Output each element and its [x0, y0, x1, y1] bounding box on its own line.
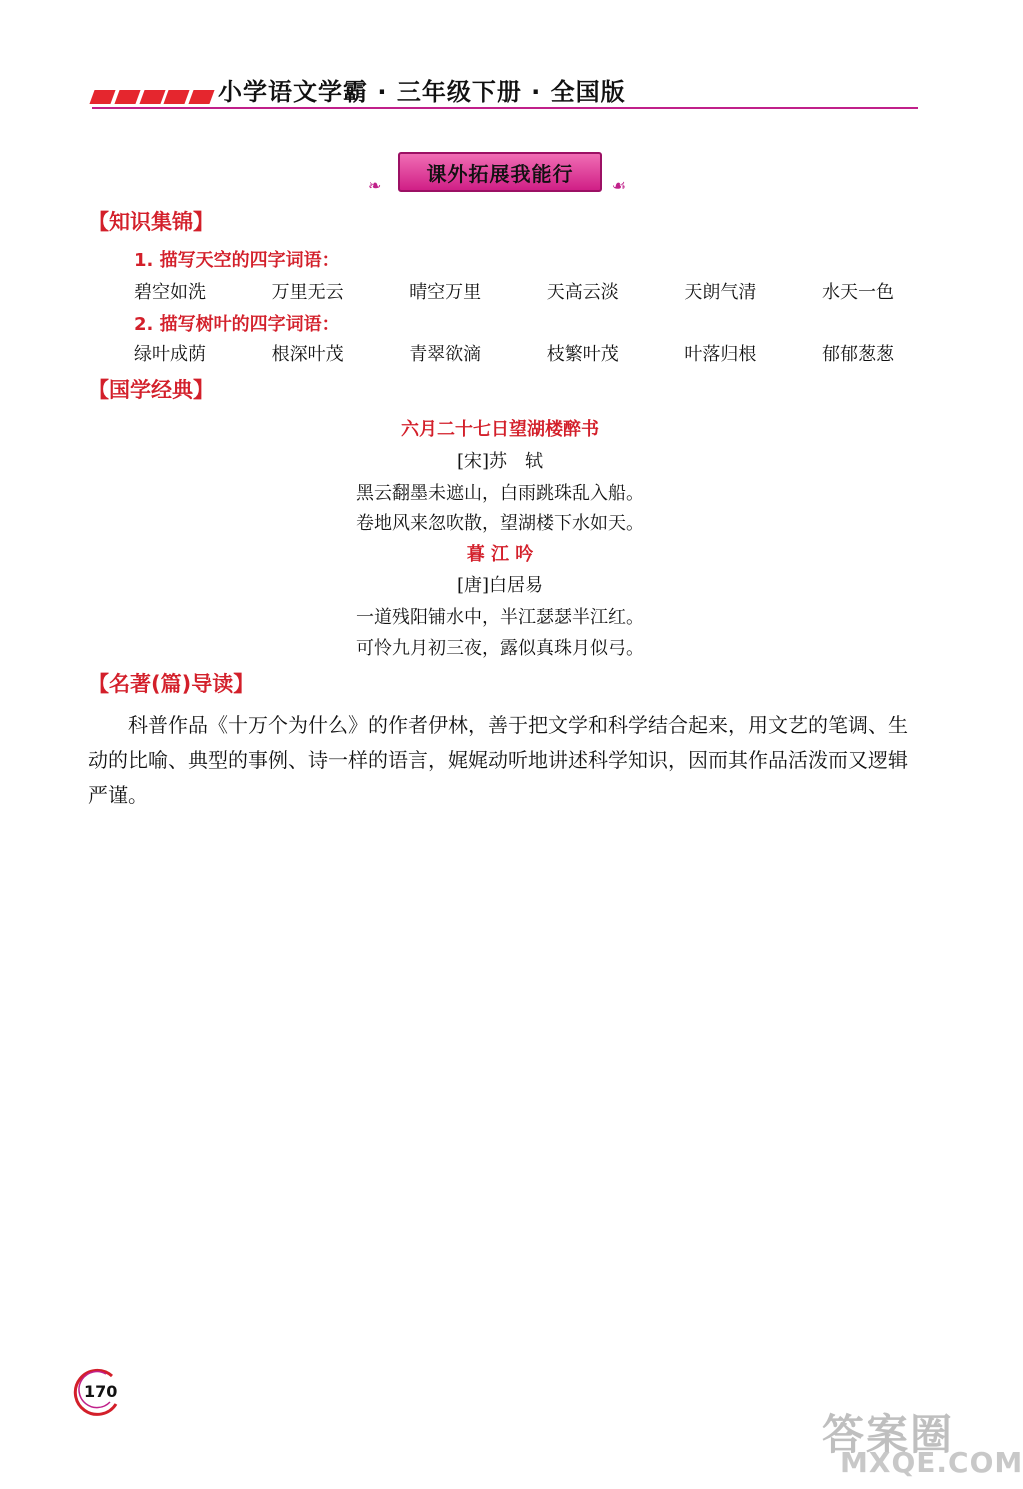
list-item: 晴空万里: [409, 282, 482, 303]
poem-1-line-2: 卷地风来忽吹散，望湖楼下水如天。: [356, 513, 644, 534]
list-item: 天朗气清: [684, 282, 757, 303]
list-item: 青翠欲滴: [409, 344, 482, 365]
poem-1-author: [宋]苏 轼: [456, 451, 544, 472]
watermark-url: MXQE.COM: [840, 1446, 1023, 1479]
poem-1-title: 六月二十七日望湖楼醉书: [401, 419, 599, 440]
list-item: 郁郁葱葱: [821, 344, 894, 365]
list-item: 碧空如洗: [134, 282, 206, 303]
knowledge-heading: 【知识集锦】: [88, 210, 214, 234]
list-item: 叶落归根: [684, 344, 757, 365]
reading-paragraph: 科普作品《十万个为什么》的作者伊林，善于把文学和科学结合起来，用文艺的笔调、生动的比喻、典型的事例、诗一样的语言，娓娓动听地讲述科学知识，因而其作品活泼而又逻辑严谨。: [88, 713, 908, 807]
header-decoration-bars: [92, 90, 212, 104]
sky-words-title: 1. 描写天空的四字词语：: [134, 250, 340, 271]
section-banner-label: 课外拓展我能行: [398, 152, 602, 192]
sky-words-list: [134, 278, 894, 304]
list-item: 天高云淡: [546, 282, 619, 303]
poem-2-line-1: 一道残阳铺水中，半江瑟瑟半江红。: [356, 607, 644, 628]
swirl-left-icon: ❧: [368, 176, 382, 195]
page-number-badge: [66, 1368, 124, 1418]
list-item: 绿叶成荫: [134, 344, 206, 365]
leaf-words-list: [134, 340, 894, 366]
poem-2-author: [唐]白居易: [456, 575, 544, 596]
poem-2-title: 暮 江 吟: [466, 544, 534, 565]
leaf-words-title: 2. 描写树叶的四字词语：: [134, 314, 340, 335]
poem-1-line-1: 黑云翻墨未遮山，白雨跳珠乱入船。: [356, 483, 644, 504]
watermark-logo: 答案圈: [822, 1410, 955, 1459]
list-item: 水天一色: [821, 282, 894, 303]
list-item: 万里无云: [271, 282, 344, 303]
book-title: 小学语文学霸 · 三年级下册 · 全国版: [218, 78, 626, 106]
poem-2-line-2: 可怜九月初三夜，露似真珠月似弓。: [356, 638, 644, 659]
header-divider: [92, 107, 918, 109]
reading-heading: 【名著(篇)导读】: [88, 672, 255, 696]
page-number: 170: [84, 1382, 118, 1401]
list-item: 枝繁叶茂: [546, 344, 619, 365]
swirl-right-icon: ☙: [611, 176, 626, 195]
list-item: 根深叶茂: [271, 344, 344, 365]
section-banner: [368, 150, 626, 196]
classics-heading: 【国学经典】: [88, 378, 214, 402]
